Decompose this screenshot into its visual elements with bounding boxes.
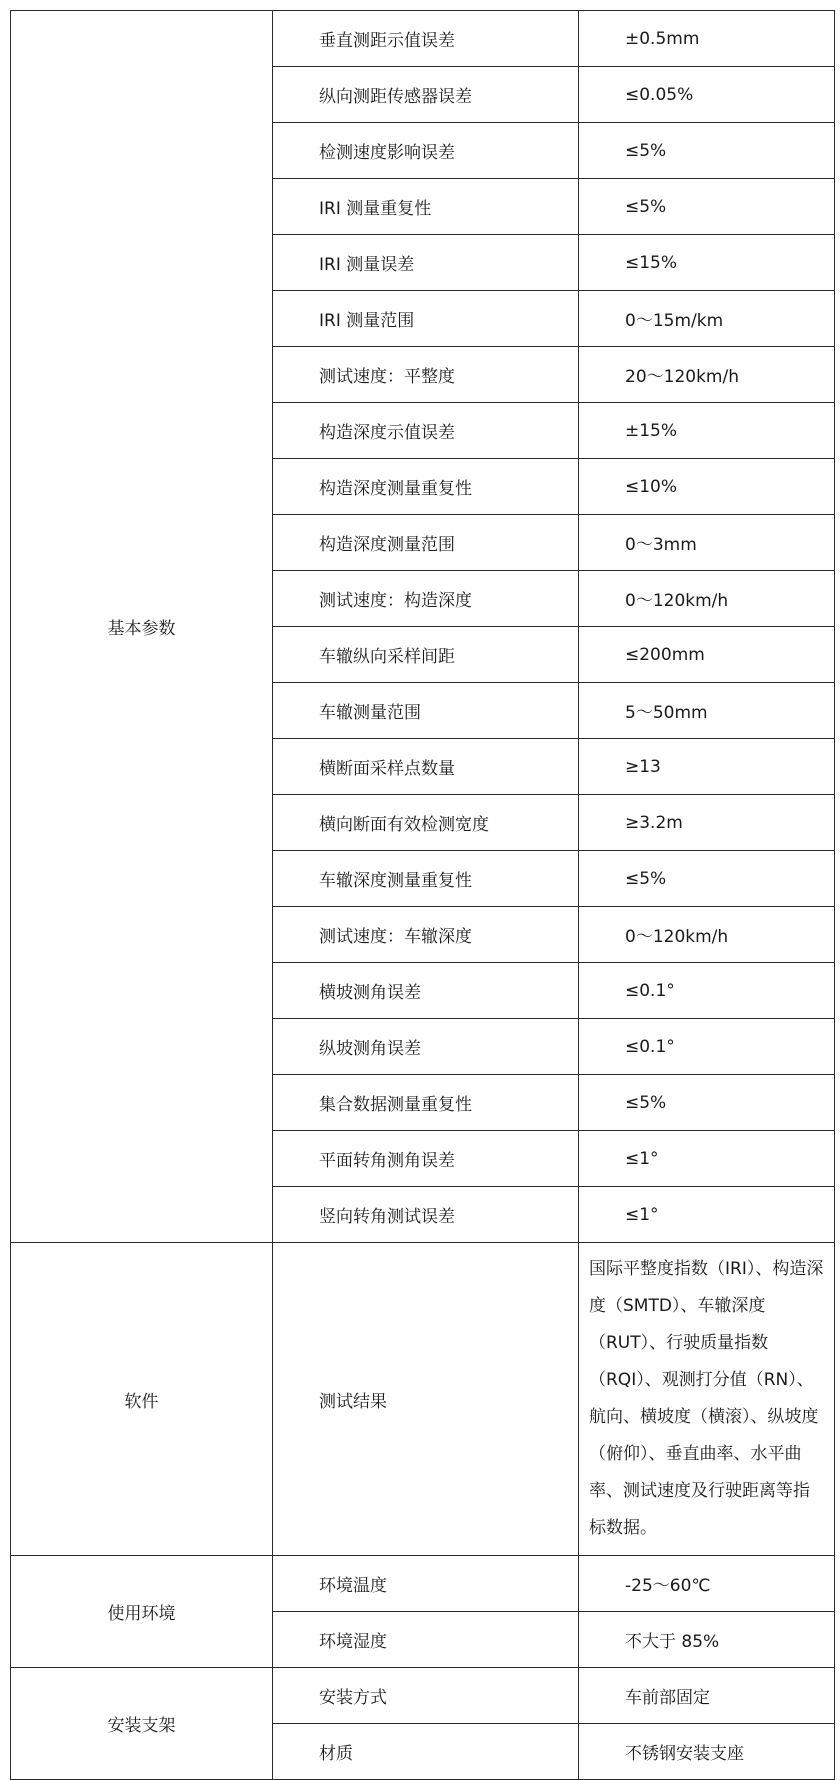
parameter-value-cell: 0～3mm — [579, 515, 835, 571]
parameter-name-cell: 车辙纵向采样间距 — [273, 627, 579, 683]
parameter-value-cell: ≤0.05% — [579, 67, 835, 123]
parameter-value-cell: ≤1° — [579, 1187, 835, 1243]
parameter-name-cell: IRI 测量误差 — [273, 235, 579, 291]
parameter-name-cell: 安装方式 — [273, 1668, 579, 1724]
parameter-value-cell: 不锈钢安装支座 — [579, 1724, 835, 1780]
parameter-value-cell: ≥13 — [579, 739, 835, 795]
parameter-name-cell: 车辙测量范围 — [273, 683, 579, 739]
parameter-name-cell: 纵坡测角误差 — [273, 1019, 579, 1075]
parameter-value-cell: 国际平整度指数（IRI）、构造深度（SMTD）、车辙深度（RUT）、行驶质量指数（RQI）、观测打分值（RN）、航向、横坡度（横滚）、纵坡度（俯仰）、垂直曲率、水平曲率、测试速度及行驶距离等指标数据。 — [579, 1243, 835, 1556]
parameter-name-cell: 集合数据测量重复性 — [273, 1075, 579, 1131]
parameter-value-cell: ≤10% — [579, 459, 835, 515]
parameter-name-cell: 测试结果 — [273, 1243, 579, 1556]
parameter-name-cell: 检测速度影响误差 — [273, 123, 579, 179]
parameter-value-cell: ≤5% — [579, 1075, 835, 1131]
parameter-value-cell: 0～120km/h — [579, 571, 835, 627]
parameter-name-cell: IRI 测量范围 — [273, 291, 579, 347]
table-row — [11, 1243, 835, 1556]
category-cell: 软件 — [11, 1243, 273, 1556]
parameter-name-cell: 构造深度测量范围 — [273, 515, 579, 571]
parameter-name-cell: IRI 测量重复性 — [273, 179, 579, 235]
parameter-value-cell: 不大于 85% — [579, 1612, 835, 1668]
table-row — [11, 1556, 835, 1612]
parameter-name-cell: 测试速度：构造深度 — [273, 571, 579, 627]
parameter-value-cell: -25～60℃ — [579, 1556, 835, 1612]
category-cell: 安装支架 — [11, 1668, 273, 1780]
parameter-name-cell: 环境湿度 — [273, 1612, 579, 1668]
category-cell: 使用环境 — [11, 1556, 273, 1668]
parameter-name-cell: 材质 — [273, 1724, 579, 1780]
spec-sheet — [10, 10, 835, 1780]
parameter-name-cell: 横坡测角误差 — [273, 963, 579, 1019]
parameter-name-cell: 构造深度测量重复性 — [273, 459, 579, 515]
parameter-name-cell: 构造深度示值误差 — [273, 403, 579, 459]
parameter-name-cell: 测试速度：平整度 — [273, 347, 579, 403]
parameter-value-cell: ≤5% — [579, 851, 835, 907]
parameter-value-cell: 车前部固定 — [579, 1668, 835, 1724]
parameter-name-cell: 横向断面有效检测宽度 — [273, 795, 579, 851]
parameter-value-cell: ±0.5mm — [579, 11, 835, 67]
parameter-value-cell: ≥3.2m — [579, 795, 835, 851]
spec-table — [10, 10, 835, 1780]
parameter-name-cell: 车辙深度测量重复性 — [273, 851, 579, 907]
parameter-value-cell: ±15% — [579, 403, 835, 459]
category-cell: 基本参数 — [11, 11, 273, 1243]
parameter-value-cell: ≤0.1° — [579, 963, 835, 1019]
parameter-value-cell: ≤5% — [579, 123, 835, 179]
parameter-name-cell: 平面转角测角误差 — [273, 1131, 579, 1187]
parameter-value-cell: 0～120km/h — [579, 907, 835, 963]
parameter-value-cell: ≤5% — [579, 179, 835, 235]
parameter-name-cell: 测试速度：车辙深度 — [273, 907, 579, 963]
parameter-value-cell: ≤1° — [579, 1131, 835, 1187]
parameter-value-cell: ≤0.1° — [579, 1019, 835, 1075]
parameter-value-cell: ≤200mm — [579, 627, 835, 683]
table-row — [11, 11, 835, 67]
parameter-value-cell: ≤15% — [579, 235, 835, 291]
parameter-name-cell: 垂直测距示值误差 — [273, 11, 579, 67]
table-row — [11, 1668, 835, 1724]
parameter-name-cell: 横断面采样点数量 — [273, 739, 579, 795]
parameter-name-cell: 竖向转角测试误差 — [273, 1187, 579, 1243]
parameter-value-cell: 20～120km/h — [579, 347, 835, 403]
parameter-name-cell: 纵向测距传感器误差 — [273, 67, 579, 123]
parameter-value-cell: 0～15m/km — [579, 291, 835, 347]
parameter-name-cell: 环境温度 — [273, 1556, 579, 1612]
spec-table-body — [11, 11, 835, 1780]
parameter-value-cell: 5～50mm — [579, 683, 835, 739]
